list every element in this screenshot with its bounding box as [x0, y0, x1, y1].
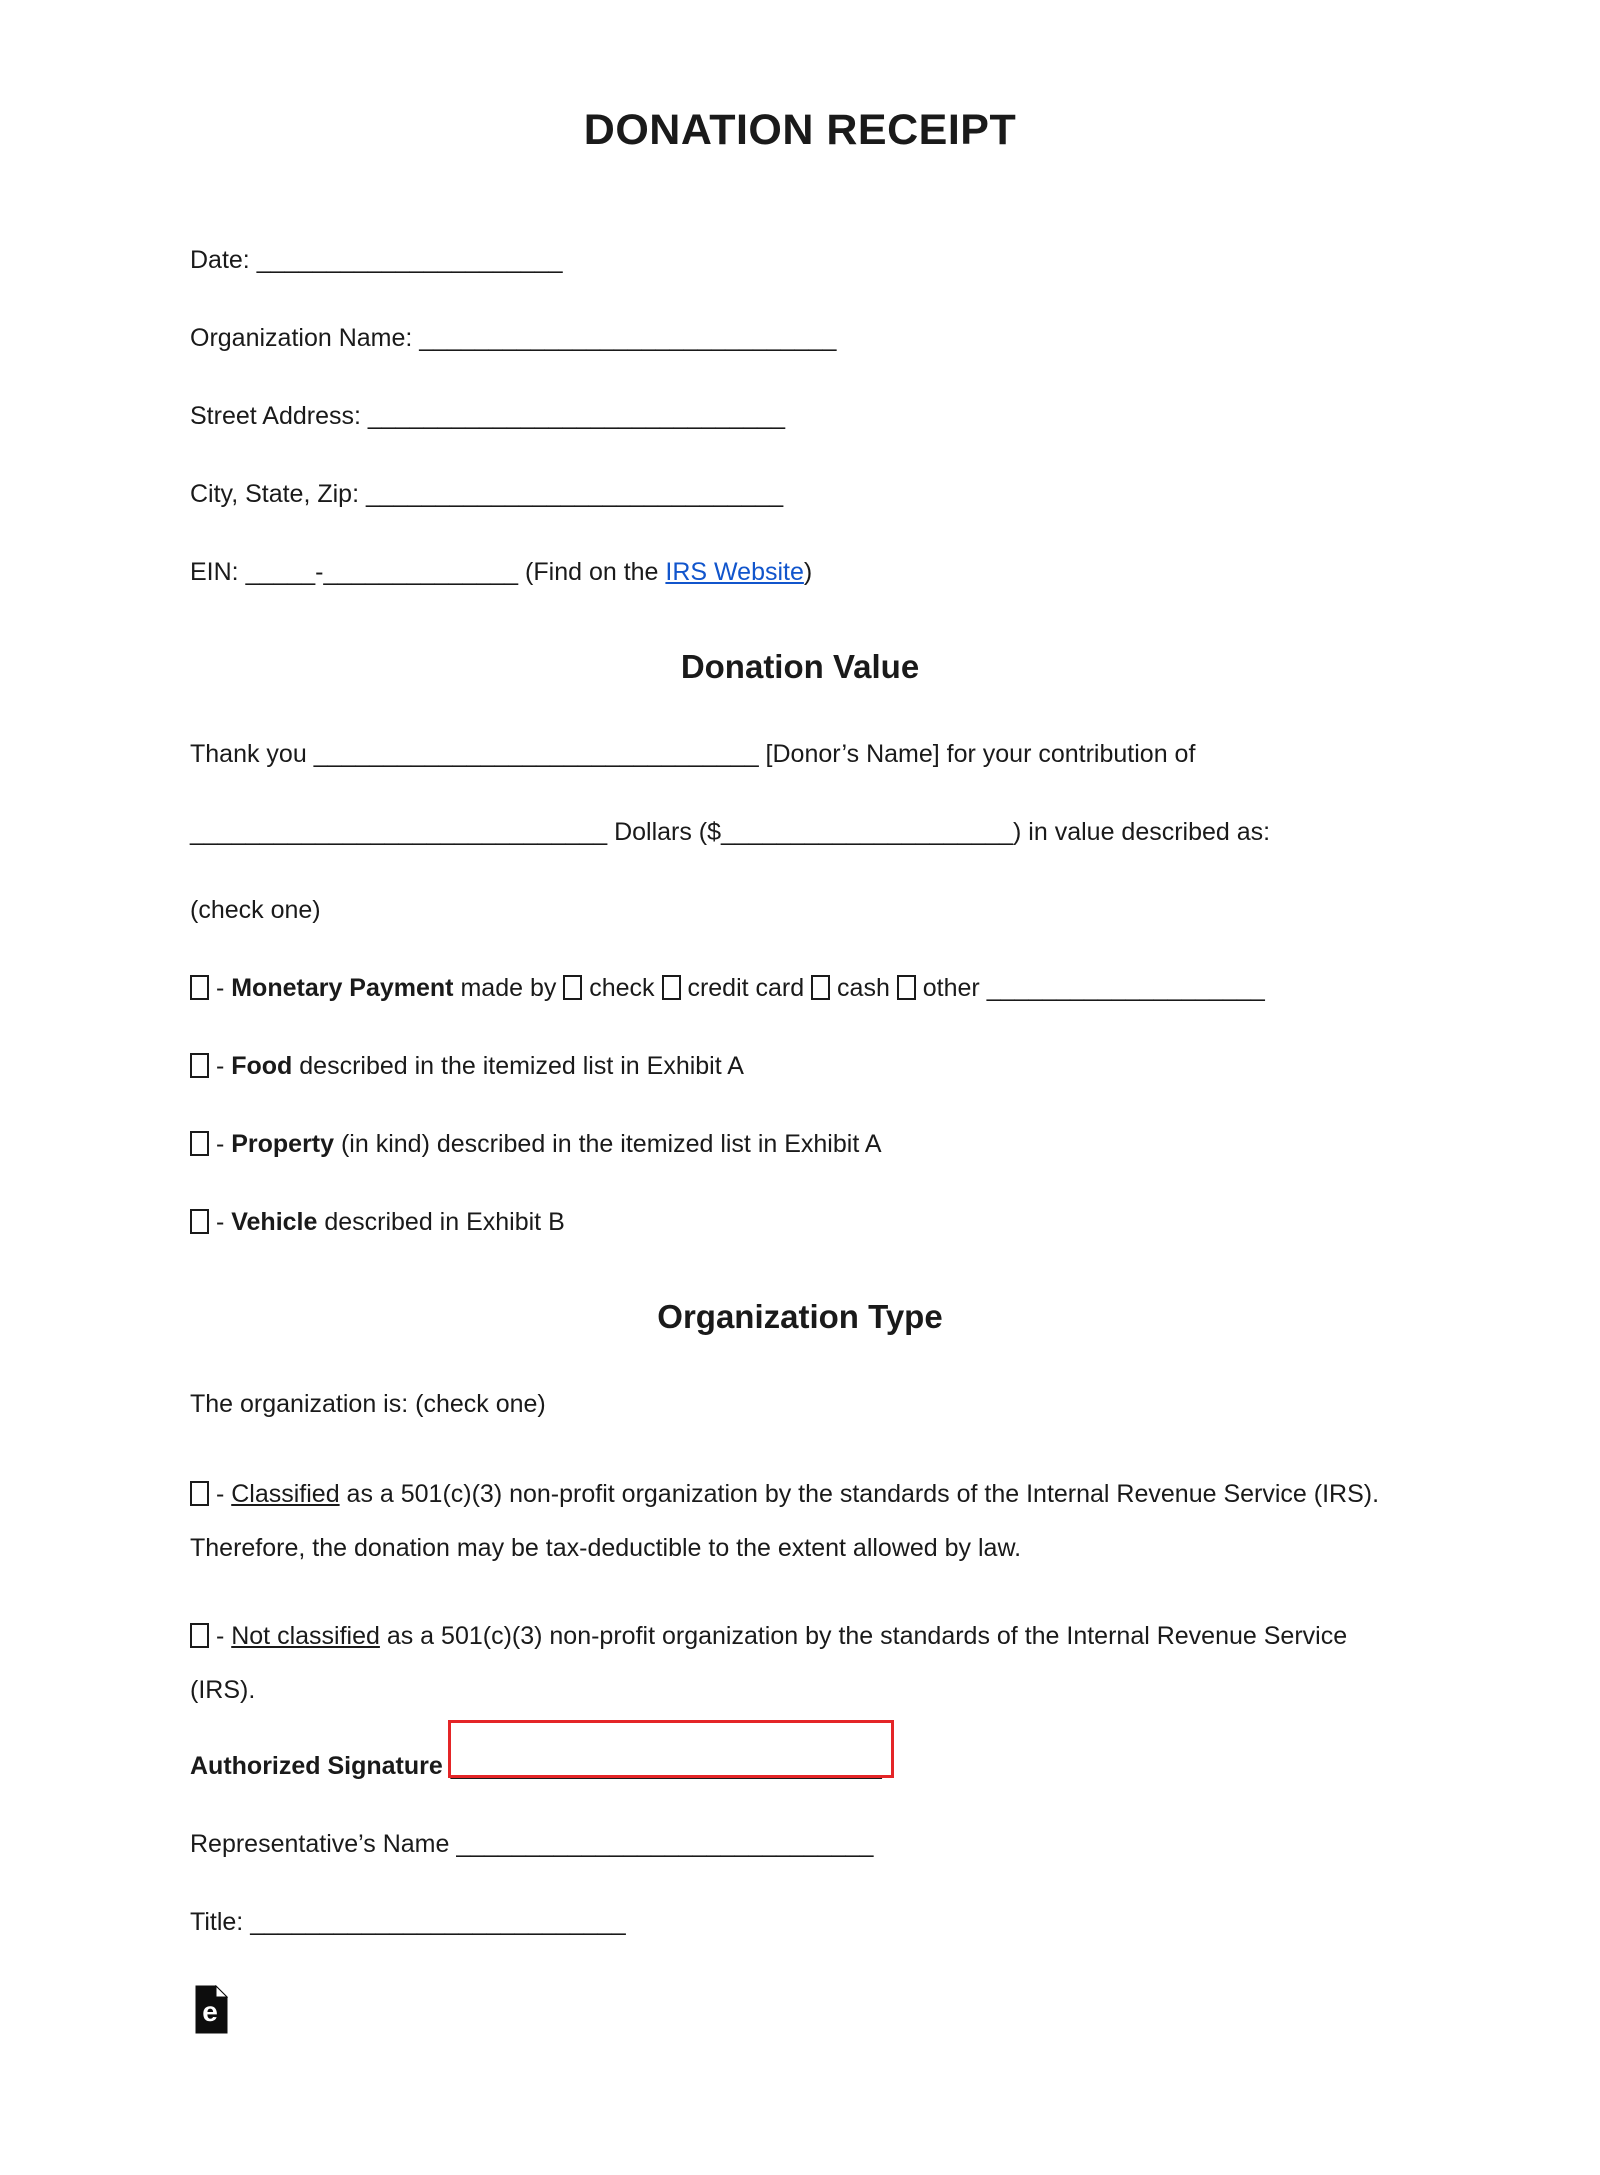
vehicle-description: described in Exhibit B	[317, 1208, 565, 1236]
thank-you-suffix: [Donor’s Name] for your contribution of	[758, 740, 1196, 768]
date-label: Date:	[190, 246, 257, 274]
property-line	[190, 1129, 1410, 1159]
street-address-label: Street Address:	[190, 402, 368, 430]
amount-number-blank-line: _____________________	[721, 818, 1014, 846]
title-line	[190, 1907, 1410, 1937]
ein-line	[190, 557, 1410, 587]
ein-find-prefix: (Find on the	[518, 558, 666, 586]
monetary-payment-checkbox[interactable]	[190, 975, 209, 1000]
not-classified-description: as a 501(c)(3) non-profit organization by the standards of the Internal Revenue Service (IRS).	[190, 1622, 1348, 1704]
ein-prefix-blank-line: _____	[245, 558, 316, 586]
vehicle-label: Vehicle	[231, 1208, 318, 1236]
organization-is-note: The organization is: (check one)	[190, 1390, 546, 1418]
thank-you-prefix: Thank you	[190, 740, 314, 768]
ein-suffix-blank-line: ______________	[323, 558, 519, 586]
classified-description: as a 501(c)(3) non-profit organization by the standards of the Internal Revenue Service (IRS). Therefore, the donation may be tax-deductible to the extent allowed by law.	[190, 1480, 1380, 1562]
monetary-dash: -	[209, 974, 232, 1002]
signature-field-box[interactable]	[448, 1720, 894, 1778]
classified-dash: -	[209, 1480, 232, 1508]
date-blank-line: ______________________	[256, 246, 563, 274]
monetary-made-by-text: made by	[453, 974, 564, 1002]
eforms-document-icon	[195, 1985, 228, 2034]
monetary-payment-line	[190, 973, 1410, 1003]
property-checkbox[interactable]	[190, 1131, 209, 1156]
food-dash: -	[209, 1052, 232, 1080]
not-classified-paragraph	[190, 1609, 1395, 1717]
ein-separator: -	[315, 558, 324, 586]
amount-suffix-text: ) in value described as:	[1013, 818, 1271, 846]
not-classified-checkbox[interactable]	[190, 1623, 209, 1648]
document-content	[0, 105, 1600, 2039]
credit-card-label: credit card	[680, 974, 812, 1002]
classified-label: Classified	[231, 1480, 340, 1508]
not-classified-dash: -	[209, 1622, 232, 1650]
property-dash: -	[209, 1130, 232, 1158]
monetary-payment-label: Monetary Payment	[231, 974, 454, 1002]
amount-line	[190, 817, 1410, 847]
amount-mid-text: Dollars ($	[607, 818, 722, 846]
city-state-zip-blank-line: ______________________________	[365, 480, 784, 508]
food-description: described in the itemized list in Exhibit A	[292, 1052, 744, 1080]
property-description: (in kind) described in the itemized list in Exhibit A	[334, 1130, 882, 1158]
title-blank-line: ___________________________	[250, 1908, 626, 1936]
classified-paragraph	[190, 1467, 1395, 1575]
vehicle-line	[190, 1207, 1410, 1237]
vehicle-checkbox[interactable]	[190, 1209, 209, 1234]
eforms-logo-letter: e	[202, 1996, 218, 2027]
irs-website-link[interactable]: IRS Website	[665, 558, 804, 586]
eforms-logo	[195, 1985, 1410, 2039]
other-checkbox[interactable]	[897, 975, 916, 1000]
representative-name-label: Representative’s Name	[190, 1830, 457, 1858]
organization-type-heading: Organization Type	[657, 1298, 943, 1335]
street-address-line	[190, 401, 1410, 431]
representative-name-blank-line: ______________________________	[456, 1830, 874, 1858]
food-label: Food	[231, 1052, 293, 1080]
property-label: Property	[231, 1130, 335, 1158]
organization-name-label: Organization Name:	[190, 324, 420, 352]
ein-label: EIN:	[190, 558, 246, 586]
vehicle-dash: -	[209, 1208, 232, 1236]
street-address-blank-line: ______________________________	[367, 402, 785, 430]
ein-find-suffix: )	[803, 558, 813, 586]
donor-name-blank-line: ________________________________	[313, 740, 759, 768]
thank-you-line	[190, 739, 1410, 769]
classified-checkbox[interactable]	[190, 1481, 209, 1506]
food-line	[190, 1051, 1410, 1081]
authorized-signature-label: Authorized Signature	[190, 1752, 443, 1780]
representative-name-line	[190, 1829, 1410, 1859]
organization-name-line	[190, 323, 1410, 353]
cash-label: cash	[830, 974, 897, 1002]
not-classified-label: Not classified	[231, 1622, 380, 1650]
organization-name-blank-line: ______________________________	[419, 324, 837, 352]
city-state-zip-label: City, State, Zip:	[190, 480, 366, 508]
title-label: Title:	[190, 1908, 251, 1936]
authorized-signature-line	[190, 1751, 1410, 1781]
document-page	[0, 105, 1600, 2175]
signature-field-wrap	[451, 1751, 882, 1781]
other-label: other	[915, 974, 987, 1002]
credit-card-checkbox[interactable]	[662, 975, 681, 1000]
check-label: check	[582, 974, 662, 1002]
other-blank-line: ____________________	[986, 974, 1265, 1002]
donation-value-heading: Donation Value	[680, 648, 920, 685]
cash-checkbox[interactable]	[811, 975, 830, 1000]
amount-words-blank-line: ______________________________	[190, 818, 608, 846]
city-state-zip-line	[190, 479, 1410, 509]
page-title: DONATION RECEIPT	[583, 106, 1017, 154]
date-line	[190, 245, 1410, 275]
food-checkbox[interactable]	[190, 1053, 209, 1078]
check-one-note: (check one)	[190, 896, 321, 924]
check-checkbox[interactable]	[563, 975, 582, 1000]
signature-blank-line: _______________________________	[450, 1752, 882, 1780]
